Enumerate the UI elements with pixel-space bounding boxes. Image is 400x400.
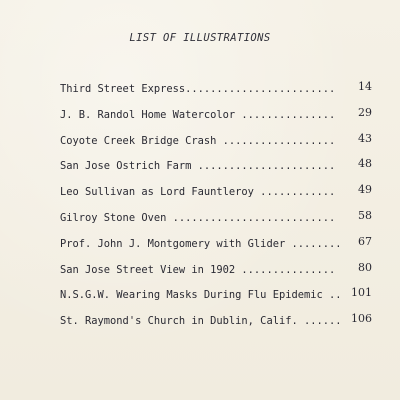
illustration-caption: J. B. Randol Home Watercolor ...............	[60, 108, 336, 121]
list-item	[60, 288, 372, 314]
page-number: 101	[351, 286, 372, 300]
illustration-caption: Coyote Creek Bridge Crash ..................	[60, 134, 336, 147]
list-item	[60, 159, 372, 185]
page-title: LIST OF ILLUSTRATIONS	[129, 32, 271, 44]
illustration-caption: Leo Sullivan as Lord Fauntleroy ............	[60, 186, 336, 199]
list-item	[60, 234, 372, 263]
list-item	[60, 82, 372, 108]
page-number: 106	[351, 312, 372, 326]
page-number: 29	[358, 105, 372, 119]
illustration-caption: Gilroy Stone Oven ..........................	[60, 211, 336, 224]
page-number: 58	[358, 208, 372, 222]
list-item	[60, 131, 372, 160]
page-number: 48	[358, 157, 372, 171]
list-item	[60, 260, 372, 289]
list-item	[60, 208, 372, 237]
illustration-caption: Prof. John J. Montgomery with Glider ........	[60, 237, 342, 250]
illustration-caption: Third Street Express........................	[60, 83, 336, 95]
illustration-caption: St. Raymond's Church in Dublin, Calif. ......	[60, 315, 342, 328]
illustration-caption: San Jose Ostrich Farm ......................	[60, 160, 336, 173]
page-number: 80	[358, 260, 372, 274]
illustration-caption: San Jose Street View in 1902 ...............	[60, 263, 336, 276]
illustration-caption: N.S.G.W. Wearing Masks During Flu Epidemic ..	[60, 289, 342, 302]
list-item	[60, 105, 372, 134]
page-number: 43	[358, 131, 372, 145]
page-number: 67	[358, 234, 372, 248]
page-number: 14	[358, 80, 372, 93]
list-item	[60, 314, 372, 340]
illustrations-list	[60, 82, 372, 340]
page-number: 49	[358, 183, 372, 197]
list-item	[60, 185, 372, 211]
